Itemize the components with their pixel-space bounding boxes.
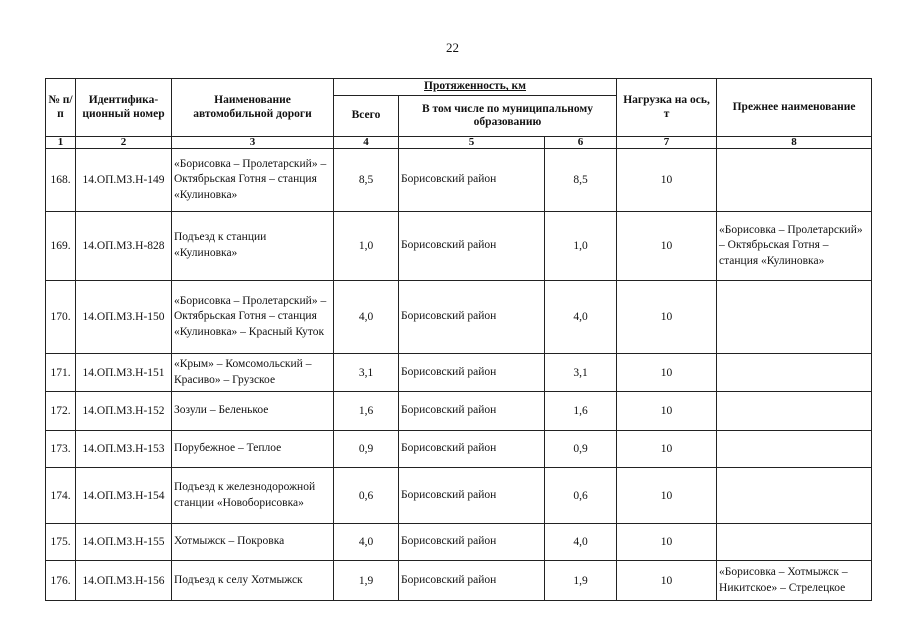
column-number: 4 (334, 137, 399, 149)
table-row (46, 281, 872, 354)
cell-no: 169. (46, 212, 76, 281)
cell-id: 14.ОП.МЗ.Н-151 (76, 354, 172, 392)
header-row-1 (46, 79, 872, 96)
cell-no: 174. (46, 468, 76, 524)
cell-load: 10 (617, 149, 717, 212)
cell-district: Борисовский район (399, 524, 545, 561)
cell-id: 14.ОП.МЗ.Н-155 (76, 524, 172, 561)
cell-load: 10 (617, 468, 717, 524)
cell-prev-name: «Борисовка – Пролетарский» – Октябрьская Готня – станция «Кулиновка» (717, 212, 872, 281)
cell-district: Борисовский район (399, 281, 545, 354)
cell-district-length: 1,0 (545, 212, 617, 281)
cell-load: 10 (617, 392, 717, 431)
column-number: 6 (545, 137, 617, 149)
cell-id: 14.ОП.МЗ.Н-152 (76, 392, 172, 431)
cell-load: 10 (617, 524, 717, 561)
column-number: 3 (172, 137, 334, 149)
header-col-length: Протяженность, км (334, 79, 617, 96)
cell-district-length: 3,1 (545, 354, 617, 392)
cell-load: 10 (617, 431, 717, 468)
cell-no: 173. (46, 431, 76, 468)
cell-id: 14.ОП.МЗ.Н-154 (76, 468, 172, 524)
cell-district-length: 0,9 (545, 431, 617, 468)
cell-prev-name (717, 281, 872, 354)
roads-table (45, 78, 872, 601)
cell-name: Зозули – Беленькое (172, 392, 334, 431)
column-number: 2 (76, 137, 172, 149)
cell-name: «Крым» – Комсомольский – Красиво» – Грузское (172, 354, 334, 392)
cell-no: 176. (46, 561, 76, 601)
cell-no: 171. (46, 354, 76, 392)
table-row (46, 212, 872, 281)
cell-id: 14.ОП.МЗ.Н-156 (76, 561, 172, 601)
cell-total: 3,1 (334, 354, 399, 392)
cell-name: Хотмыжск – Покровка (172, 524, 334, 561)
cell-district-length: 4,0 (545, 524, 617, 561)
cell-district: Борисовский район (399, 149, 545, 212)
cell-no: 170. (46, 281, 76, 354)
table-row (46, 392, 872, 431)
column-number: 5 (399, 137, 545, 149)
cell-name: Подъезд к селу Хотмыжск (172, 561, 334, 601)
cell-prev-name (717, 354, 872, 392)
cell-name: Порубежное – Теплое (172, 431, 334, 468)
header-col-municipal: В том числе по муниципальному образованию (399, 96, 617, 137)
header-col-total: Всего (334, 96, 399, 137)
cell-district-length: 1,6 (545, 392, 617, 431)
cell-total: 4,0 (334, 524, 399, 561)
cell-name: Подъезд к станции «Кулиновка» (172, 212, 334, 281)
cell-load: 10 (617, 354, 717, 392)
column-number: 7 (617, 137, 717, 149)
cell-prev-name (717, 468, 872, 524)
table-row (46, 431, 872, 468)
cell-no: 168. (46, 149, 76, 212)
cell-district: Борисовский район (399, 561, 545, 601)
table-row (46, 149, 872, 212)
table-row (46, 561, 872, 601)
cell-total: 8,5 (334, 149, 399, 212)
header-col-no: № п/п (46, 79, 76, 137)
cell-name: Подъезд к железнодорожной станции «Новоборисовка» (172, 468, 334, 524)
cell-prev-name: «Борисовка – Хотмыжск – Никитское» – Стрелецкое (717, 561, 872, 601)
cell-load: 10 (617, 212, 717, 281)
cell-district: Борисовский район (399, 431, 545, 468)
cell-no: 175. (46, 524, 76, 561)
cell-district-length: 4,0 (545, 281, 617, 354)
cell-no: 172. (46, 392, 76, 431)
cell-district-length: 8,5 (545, 149, 617, 212)
cell-total: 0,6 (334, 468, 399, 524)
cell-prev-name (717, 149, 872, 212)
table-row (46, 468, 872, 524)
table-row (46, 354, 872, 392)
cell-load: 10 (617, 281, 717, 354)
cell-district-length: 1,9 (545, 561, 617, 601)
cell-district: Борисовский район (399, 392, 545, 431)
column-number-row (46, 137, 872, 149)
cell-district: Борисовский район (399, 354, 545, 392)
cell-prev-name (717, 524, 872, 561)
cell-total: 1,9 (334, 561, 399, 601)
cell-name: «Борисовка – Пролетарский» – Октябрьская Готня – станция «Кулиновка» (172, 149, 334, 212)
cell-district-length: 0,6 (545, 468, 617, 524)
cell-id: 14.ОП.МЗ.Н-150 (76, 281, 172, 354)
table-row (46, 524, 872, 561)
header-col-id: Идентифика-ционный номер (76, 79, 172, 137)
cell-name: «Борисовка – Пролетарский» – Октябрьская Готня – станция «Кулиновка» – Красный Куток (172, 281, 334, 354)
cell-id: 14.ОП.МЗ.Н-153 (76, 431, 172, 468)
cell-id: 14.ОП.МЗ.Н-149 (76, 149, 172, 212)
header-col-load: Нагрузка на ось, т (617, 79, 717, 137)
cell-id: 14.ОП.МЗ.Н-828 (76, 212, 172, 281)
header-col-name: Наименование автомобильной дороги (172, 79, 334, 137)
cell-total: 4,0 (334, 281, 399, 354)
cell-district: Борисовский район (399, 468, 545, 524)
column-number: 8 (717, 137, 872, 149)
cell-prev-name (717, 431, 872, 468)
cell-total: 0,9 (334, 431, 399, 468)
header-col-prev: Прежнее наименование (717, 79, 872, 137)
cell-load: 10 (617, 561, 717, 601)
cell-total: 1,0 (334, 212, 399, 281)
cell-prev-name (717, 392, 872, 431)
cell-district: Борисовский район (399, 212, 545, 281)
column-number: 1 (46, 137, 76, 149)
cell-total: 1,6 (334, 392, 399, 431)
page-number: 22 (446, 40, 459, 55)
